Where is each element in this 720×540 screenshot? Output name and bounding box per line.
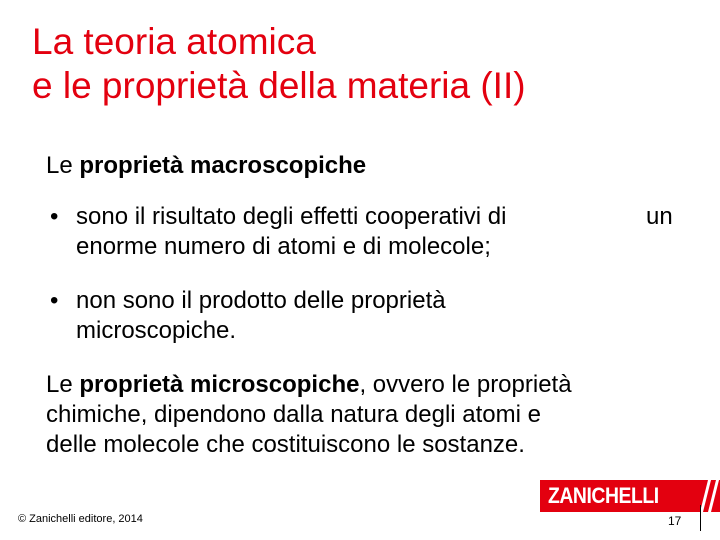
bullet-item-2-line-2: microscopiche. bbox=[76, 317, 237, 344]
paragraph-microscopic-prefix: Le bbox=[46, 371, 80, 398]
bullet-item-1-line-1: sono il risultato degli effetti cooperativi di bbox=[76, 203, 507, 230]
paragraph-microscopic bbox=[46, 370, 686, 460]
paragraph-macroscopic bbox=[46, 151, 366, 181]
paragraph-macroscopic-bold: proprietà macroscopiche bbox=[79, 152, 367, 179]
paragraph-macroscopic-prefix: Le bbox=[46, 152, 80, 179]
paragraph-microscopic-bold: proprietà microscopiche bbox=[79, 371, 360, 398]
slide-title-line-2: e le proprietà della materia (II) bbox=[32, 65, 526, 106]
page-number-divider bbox=[700, 505, 701, 531]
page-number: 17 bbox=[668, 514, 682, 528]
bullet-item-1-line-1-end: un bbox=[646, 203, 673, 230]
bullet-item-1-line-2: enorme numero di atomi e di molecole; bbox=[76, 233, 491, 260]
bullet-icon: • bbox=[50, 287, 59, 314]
paragraph-microscopic-line-2: chimiche, dipendono dalla natura degli atomi e bbox=[46, 401, 541, 428]
slide-title-line-1: La teoria atomica bbox=[32, 21, 316, 62]
slide-title bbox=[32, 20, 692, 108]
paragraph-microscopic-line-1 bbox=[46, 370, 686, 400]
bullet-item-2-line-1: non sono il prodotto delle proprietà bbox=[76, 287, 446, 314]
paragraph-microscopic-line-1-rest: , ovvero le proprietà bbox=[359, 371, 572, 398]
bullet-item-1-text bbox=[76, 202, 673, 262]
bullet-item-2-text bbox=[76, 286, 446, 346]
zanichelli-logo-text: ZANICHELLI bbox=[548, 483, 659, 508]
copyright-text: © Zanichelli editore, 2014 bbox=[18, 513, 143, 525]
bullet-icon: • bbox=[50, 203, 59, 230]
paragraph-microscopic-line-3: delle molecole che costituiscono le sostanze. bbox=[46, 431, 525, 458]
zanichelli-logo bbox=[540, 480, 720, 512]
